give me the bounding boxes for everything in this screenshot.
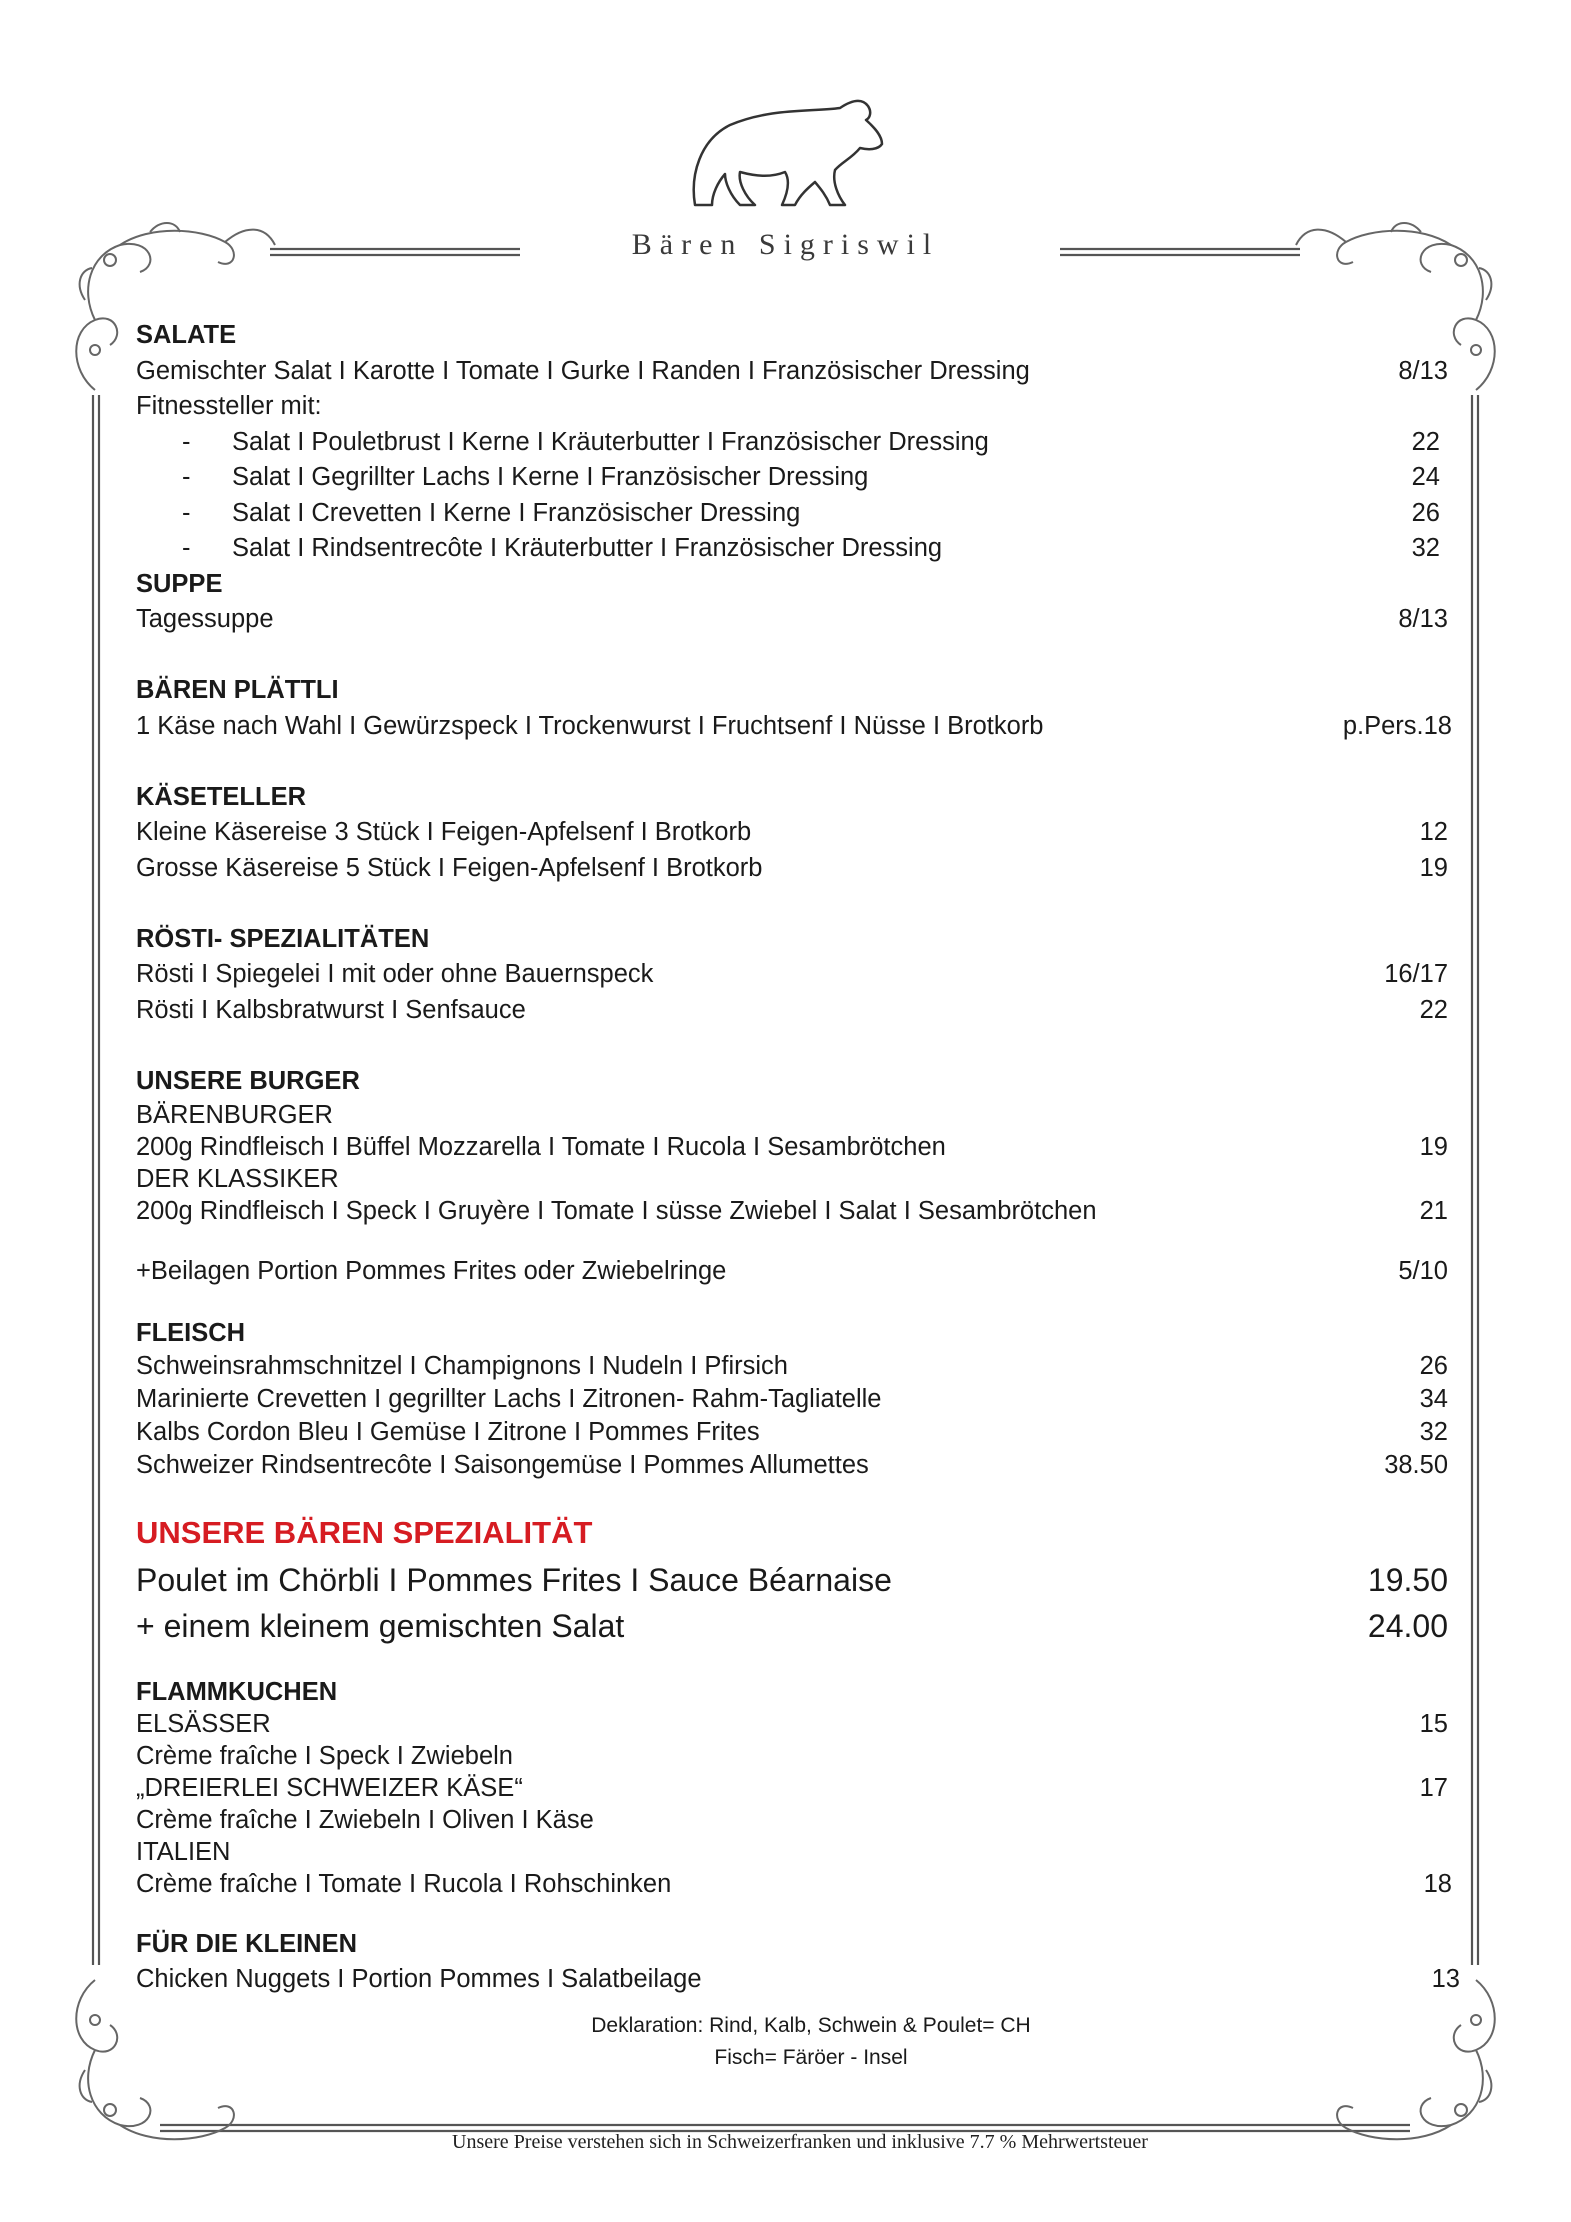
price: 26 <box>1411 498 1440 527</box>
menu-item: - Salat I Rindsentrecôte I Kräuterbutter I Französischer Dressing 32 <box>136 531 1448 567</box>
menu-item: 200g Rindfleisch I Speck I Gruyère I Tomate I süsse Zwiebel I Salat I Sesambrötchen 21 <box>136 1197 1448 1225</box>
price: 24.00 <box>1367 1607 1448 1644</box>
menu-item: Rösti I Spiegelei I mit oder ohne Bauernspeck 16/17 <box>136 957 1448 993</box>
price: 17 <box>1419 1773 1448 1802</box>
section-heading-spezialitaet: UNSERE BÄREN SPEZIALITÄT <box>136 1514 593 1550</box>
section-heading-roesti: RÖSTI- SPEZIALITÄTEN <box>136 924 430 953</box>
price: 5/10 <box>1398 1257 1448 1285</box>
menu-item: Schweinsrahmschnitzel I Champignons I Nudeln I Pfirsich 26 <box>136 1350 1448 1383</box>
price: 12 <box>1419 818 1448 846</box>
menu-item: Tagessuppe 8/13 <box>136 602 1448 638</box>
menu-item-special: + einem kleinem gemischten Salat 24.00 <box>136 1603 1448 1649</box>
price: 15 <box>1419 1709 1448 1738</box>
section-heading-suppe: SUPPE <box>136 569 223 598</box>
menu-item: Marinierte Crevetten I gegrillter Lachs I Zitronen- Rahm-Tagliatelle 34 <box>136 1383 1448 1416</box>
price: 19 <box>1419 853 1448 882</box>
price: 19 <box>1419 1133 1448 1161</box>
menu-item: - Salat I Gegrillter Lachs I Kerne I Französischer Dressing 24 <box>136 460 1448 496</box>
price: 13 <box>1431 1965 1460 1993</box>
menu-subheading: BÄRENBURGER <box>136 1101 333 1129</box>
menu-item: +Beilagen Portion Pommes Frites oder Zwiebelringe 5/10 <box>136 1254 1448 1290</box>
menu-subheading: Fitnessteller mit: <box>136 392 322 420</box>
menu-item: Kalbs Cordon Bleu I Gemüse I Zitrone I Pommes Frites 32 <box>136 1416 1448 1449</box>
price: 24 <box>1411 463 1440 491</box>
menu-item: ITALIEN <box>136 1837 231 1866</box>
price: 21 <box>1419 1197 1448 1225</box>
declaration <box>136 2010 1486 2074</box>
menu-item: „DREIERLEI SCHWEIZER KÄSE“ 17 <box>136 1773 1448 1802</box>
menu-subheading: DER KLASSIKER <box>136 1165 339 1193</box>
price: 19.50 <box>1367 1561 1448 1598</box>
menu-item: Grosse Käsereise 5 Stück I Feigen-Apfelsenf I Brotkorb 19 <box>136 851 1448 887</box>
price: 32 <box>1419 1417 1448 1446</box>
price: 8/13 <box>1398 356 1448 385</box>
menu-item: - Salat I Crevetten I Kerne I Französischer Dressing 26 <box>136 496 1448 532</box>
brand-name: Bären Sigriswil <box>631 228 940 261</box>
price: 22 <box>1411 427 1440 456</box>
section-heading-flammkuchen: FLAMMKUCHEN <box>136 1677 338 1706</box>
menu-item: - Salat I Pouletbrust I Kerne I Kräuterbutter I Französischer Dressing 22 <box>136 425 1448 461</box>
menu-item: ELSÄSSER 15 <box>136 1709 1448 1738</box>
menu-item-special: Poulet im Chörbli I Pommes Frites I Sauce Béarnaise 19.50 <box>136 1557 1448 1603</box>
section-heading-plaettli: BÄREN PLÄTTLI <box>136 676 339 704</box>
price: 16/17 <box>1384 960 1448 988</box>
price: 8/13 <box>1398 605 1448 633</box>
price: p.Pers.18 <box>1342 711 1452 740</box>
bear-icon <box>694 101 882 205</box>
footer-note: Unsere Preise verstehen sich in Schweizerfranken und inklusive 7.7 % Mehrwertsteuer <box>452 2131 1148 2153</box>
menu-item: Gemischter Salat I Karotte I Tomate I Gurke I Randen I Französischer Dressing 8/13 <box>136 354 1448 390</box>
price: 22 <box>1419 995 1448 1024</box>
price: 32 <box>1411 534 1440 562</box>
menu-item: Schweizer Rindsentrecôte I Saisongemüse I Pommes Allumettes 38.50 <box>136 1449 1448 1482</box>
price: 26 <box>1419 1351 1448 1380</box>
menu-item: Chicken Nuggets I Portion Pommes I Salatbeilage 13 <box>136 1962 1448 1998</box>
section-heading-salate: SALATE <box>136 321 237 349</box>
section-heading-kaeseteller: KÄSETELLER <box>136 782 307 811</box>
menu-list <box>136 318 1460 1998</box>
section-heading-fleisch: FLEISCH <box>136 1318 246 1347</box>
menu-item: 200g Rindfleisch I Büffel Mozzarella I Tomate I Rucola I Sesambrötchen 19 <box>136 1133 1448 1161</box>
price: 34 <box>1419 1384 1448 1413</box>
section-heading-burger: UNSERE BURGER <box>136 1066 360 1095</box>
declaration-line: Fisch= Färöer - Insel <box>714 2046 908 2069</box>
menu-item: 1 Käse nach Wahl I Gewürzspeck I Trockenwurst I Fruchtsenf I Nüsse I Brotkorb p.Pers.18 <box>136 709 1448 745</box>
menu-item-desc: Crème fraîche I Speck I Zwiebeln <box>136 1741 513 1770</box>
section-heading-kleinen: FÜR DIE KLEINEN <box>136 1929 358 1958</box>
menu-item: Rösti I Kalbsbratwurst I Senfsauce 22 <box>136 993 1448 1029</box>
declaration-line: Deklaration: Rind, Kalb, Schwein & Poulet= CH <box>591 2014 1031 2037</box>
price: 18 <box>1423 1869 1452 1898</box>
menu-item-desc: Crème fraîche I Zwiebeln I Oliven I Käse <box>136 1805 594 1834</box>
price: 38.50 <box>1384 1450 1448 1479</box>
menu-item: Kleine Käsereise 3 Stück I Feigen-Apfelsenf I Brotkorb 12 <box>136 815 1448 851</box>
menu-item-desc: Crème fraîche I Tomate I Rucola I Rohschinken 18 <box>136 1869 1452 1898</box>
